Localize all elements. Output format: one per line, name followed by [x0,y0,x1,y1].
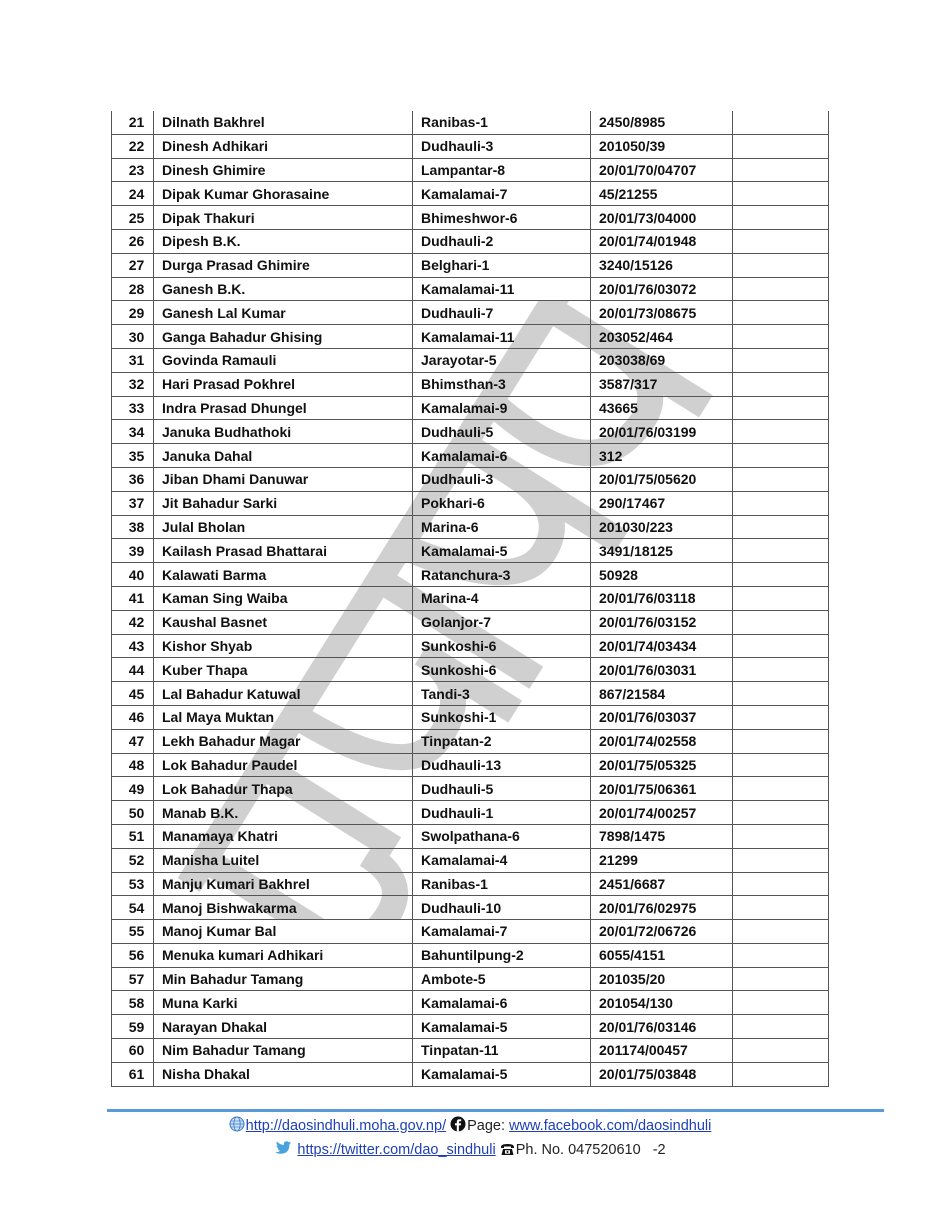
serial-number-cell: 55 [112,920,154,944]
id-number-cell: 20/01/72/06726 [591,920,733,944]
remarks-cell [733,586,829,610]
table-row [112,682,829,706]
name-cell: Manoj Bishwakarma [154,896,413,920]
serial-number-cell: 39 [112,539,154,563]
id-number-cell: 20/01/76/03037 [591,705,733,729]
address-cell: Kamalamai-11 [413,277,591,301]
id-number-cell: 20/01/75/05620 [591,467,733,491]
address-cell: Sunkoshi-6 [413,658,591,682]
address-cell: Ambote-5 [413,967,591,991]
remarks-cell [733,824,829,848]
remarks-cell [733,610,829,634]
address-cell: Kamalamai-4 [413,848,591,872]
table-row [112,467,829,491]
name-cell: Julal Bholan [154,515,413,539]
id-number-cell: 20/01/74/01948 [591,229,733,253]
address-cell: Dudhauli-10 [413,896,591,920]
name-cell: Kishor Shyab [154,634,413,658]
id-number-cell: 201030/223 [591,515,733,539]
id-number-cell: 7898/1475 [591,824,733,848]
remarks-cell [733,253,829,277]
table-row [112,396,829,420]
remarks-cell [733,301,829,325]
address-cell: Swolpathana-6 [413,824,591,848]
table-row [112,563,829,587]
table-row [112,515,829,539]
table-row [112,801,829,825]
serial-number-cell: 36 [112,467,154,491]
remarks-cell [733,1039,829,1063]
id-number-cell: 2451/6687 [591,872,733,896]
name-cell: Muna Karki [154,991,413,1015]
table-row [112,586,829,610]
serial-number-cell: 22 [112,134,154,158]
serial-number-cell: 50 [112,801,154,825]
id-number-cell: 6055/4151 [591,943,733,967]
remarks-cell [733,563,829,587]
serial-number-cell: 33 [112,396,154,420]
remarks-cell [733,158,829,182]
address-cell: Jarayotar-5 [413,348,591,372]
remarks-cell [733,134,829,158]
name-cell: Dinesh Ghimire [154,158,413,182]
id-number-cell: 2450/8985 [591,111,733,134]
address-cell: Dudhauli-2 [413,229,591,253]
serial-number-cell: 27 [112,253,154,277]
name-cell: Menuka kumari Adhikari [154,943,413,967]
id-number-cell: 312 [591,444,733,468]
table-row [112,253,829,277]
remarks-cell [733,467,829,491]
address-cell: Tinpatan-11 [413,1039,591,1063]
name-cell: Nim Bahadur Tamang [154,1039,413,1063]
table-row [112,277,829,301]
address-cell: Dudhauli-5 [413,420,591,444]
address-cell: Kamalamai-11 [413,325,591,349]
address-cell: Tandi-3 [413,682,591,706]
remarks-cell [733,729,829,753]
address-cell: Kamalamai-9 [413,396,591,420]
name-list-table [111,111,829,1087]
id-number-cell: 20/01/76/03152 [591,610,733,634]
remarks-cell [733,705,829,729]
remarks-cell [733,777,829,801]
table-row [112,325,829,349]
table-row [112,824,829,848]
name-cell: Dipak Kumar Ghorasaine [154,182,413,206]
name-cell: Kaushal Basnet [154,610,413,634]
name-cell: Lal Bahadur Katuwal [154,682,413,706]
table-row [112,658,829,682]
serial-number-cell: 56 [112,943,154,967]
serial-number-cell: 25 [112,206,154,230]
name-cell: Kalawati Barma [154,563,413,587]
address-cell: Kamalamai-7 [413,920,591,944]
remarks-cell [733,515,829,539]
table-row [112,182,829,206]
remarks-cell [733,325,829,349]
name-cell: Januka Budhathoki [154,420,413,444]
name-cell: Lal Maya Muktan [154,705,413,729]
serial-number-cell: 21 [112,111,154,134]
website-link[interactable]: http://daosindhuli.moha.gov.np/ [245,1118,447,1134]
serial-number-cell: 23 [112,158,154,182]
serial-number-cell: 34 [112,420,154,444]
telephone-icon [500,1143,515,1160]
serial-number-cell: 48 [112,753,154,777]
id-number-cell: 20/01/76/03146 [591,1015,733,1039]
twitter-link[interactable]: https://twitter.com/dao_sindhuli [297,1142,496,1158]
id-number-cell: 20/01/76/03118 [591,586,733,610]
id-number-cell: 3491/18125 [591,539,733,563]
table-row [112,991,829,1015]
table-row [112,777,829,801]
name-cell: Manamaya Khatri [154,824,413,848]
name-cell: Dilnath Bakhrel [154,111,413,134]
table-row [112,111,829,134]
serial-number-cell: 53 [112,872,154,896]
serial-number-cell: 46 [112,705,154,729]
footer-rule [107,1109,884,1112]
id-number-cell: 50928 [591,563,733,587]
remarks-cell [733,920,829,944]
serial-number-cell: 26 [112,229,154,253]
serial-number-cell: 30 [112,325,154,349]
table-row [112,301,829,325]
table-row [112,348,829,372]
serial-number-cell: 29 [112,301,154,325]
remarks-cell [733,1062,829,1086]
address-cell: Kamalamai-6 [413,991,591,1015]
table-row [112,420,829,444]
address-cell: Kamalamai-5 [413,539,591,563]
address-cell: Dudhauli-5 [413,777,591,801]
id-number-cell: 20/01/73/04000 [591,206,733,230]
id-number-cell: 20/01/76/03031 [591,658,733,682]
footer-line-2 [0,1141,940,1160]
id-number-cell: 43665 [591,396,733,420]
remarks-cell [733,753,829,777]
name-cell: Indra Prasad Dhungel [154,396,413,420]
address-cell: Marina-4 [413,586,591,610]
address-cell: Kamalamai-7 [413,182,591,206]
name-cell: Ganesh Lal Kumar [154,301,413,325]
name-cell: Dinesh Adhikari [154,134,413,158]
table-row [112,729,829,753]
remarks-cell [733,348,829,372]
address-cell: Sunkoshi-6 [413,634,591,658]
name-cell: Durga Prasad Ghimire [154,253,413,277]
id-number-cell: 20/01/73/08675 [591,301,733,325]
address-cell: Dudhauli-3 [413,134,591,158]
serial-number-cell: 41 [112,586,154,610]
remarks-cell [733,682,829,706]
serial-number-cell: 58 [112,991,154,1015]
remarks-cell [733,444,829,468]
table-row [112,372,829,396]
id-number-cell: 3240/15126 [591,253,733,277]
table-row [112,1062,829,1086]
id-number-cell: 203038/69 [591,348,733,372]
remarks-cell [733,967,829,991]
facebook-prefix: Page: [467,1118,510,1134]
remarks-cell [733,1015,829,1039]
serial-number-cell: 32 [112,372,154,396]
remarks-cell [733,634,829,658]
remarks-cell [733,872,829,896]
address-cell: Sunkoshi-1 [413,705,591,729]
twitter-icon [274,1141,292,1160]
name-cell: Ganesh B.K. [154,277,413,301]
address-cell: Tinpatan-2 [413,729,591,753]
table-row [112,943,829,967]
table-row [112,134,829,158]
remarks-cell [733,372,829,396]
name-cell: Ganga Bahadur Ghising [154,325,413,349]
remarks-cell [733,848,829,872]
name-cell: Govinda Ramauli [154,348,413,372]
address-cell: Dudhauli-3 [413,467,591,491]
address-cell: Kamalamai-5 [413,1062,591,1086]
id-number-cell: 20/01/76/03199 [591,420,733,444]
remarks-cell [733,229,829,253]
serial-number-cell: 42 [112,610,154,634]
table-row [112,610,829,634]
table-row [112,705,829,729]
name-cell: Manisha Luitel [154,848,413,872]
serial-number-cell: 60 [112,1039,154,1063]
address-cell: Kamalamai-6 [413,444,591,468]
remarks-cell [733,182,829,206]
remarks-cell [733,111,829,134]
address-cell: Bhimeshwor-6 [413,206,591,230]
name-cell: Narayan Dhakal [154,1015,413,1039]
address-cell: Pokhari-6 [413,491,591,515]
serial-number-cell: 43 [112,634,154,658]
globe-icon [229,1116,245,1136]
table-row [112,967,829,991]
serial-number-cell: 44 [112,658,154,682]
id-number-cell: 20/01/76/03072 [591,277,733,301]
serial-number-cell: 28 [112,277,154,301]
serial-number-cell: 51 [112,824,154,848]
address-cell: Dudhauli-1 [413,801,591,825]
table-row [112,848,829,872]
id-number-cell: 867/21584 [591,682,733,706]
remarks-cell [733,206,829,230]
footer-line-1 [0,1116,940,1136]
id-number-cell: 20/01/74/02558 [591,729,733,753]
table-row [112,1015,829,1039]
serial-number-cell: 31 [112,348,154,372]
table-row [112,444,829,468]
serial-number-cell: 49 [112,777,154,801]
address-cell: Bahuntilpung-2 [413,943,591,967]
id-number-cell: 290/17467 [591,491,733,515]
table-row [112,491,829,515]
name-cell: Manju Kumari Bakhrel [154,872,413,896]
id-number-cell: 201174/00457 [591,1039,733,1063]
name-cell: Lekh Bahadur Magar [154,729,413,753]
address-cell: Ranibas-1 [413,111,591,134]
phone-text: Ph. No. 047520610 [515,1142,641,1158]
remarks-cell [733,658,829,682]
table-row [112,920,829,944]
address-cell: Ranibas-1 [413,872,591,896]
name-cell: Januka Dahal [154,444,413,468]
remarks-cell [733,801,829,825]
name-cell: Kailash Prasad Bhattarai [154,539,413,563]
address-cell: Belghari-1 [413,253,591,277]
id-number-cell: 201035/20 [591,967,733,991]
serial-number-cell: 54 [112,896,154,920]
address-cell: Golanjor-7 [413,610,591,634]
id-number-cell: 201050/39 [591,134,733,158]
id-number-cell: 20/01/74/03434 [591,634,733,658]
address-cell: Dudhauli-13 [413,753,591,777]
name-cell: Kuber Thapa [154,658,413,682]
serial-number-cell: 45 [112,682,154,706]
id-number-cell: 20/01/75/03848 [591,1062,733,1086]
name-cell: Hari Prasad Pokhrel [154,372,413,396]
address-cell: Marina-6 [413,515,591,539]
name-cell: Lok Bahadur Thapa [154,777,413,801]
name-cell: Dipak Thakuri [154,206,413,230]
id-number-cell: 45/21255 [591,182,733,206]
id-number-cell: 21299 [591,848,733,872]
table-row [112,872,829,896]
id-number-cell: 20/01/70/04707 [591,158,733,182]
remarks-cell [733,991,829,1015]
id-number-cell: 3587/317 [591,372,733,396]
table-row [112,206,829,230]
serial-number-cell: 24 [112,182,154,206]
id-number-cell: 201054/130 [591,991,733,1015]
remarks-cell [733,396,829,420]
remarks-cell [733,943,829,967]
table-row [112,229,829,253]
address-cell: Dudhauli-7 [413,301,591,325]
address-cell: Bhimsthan-3 [413,372,591,396]
table-row [112,539,829,563]
name-cell: Lok Bahadur Paudel [154,753,413,777]
table-row [112,896,829,920]
remarks-cell [733,539,829,563]
serial-number-cell: 59 [112,1015,154,1039]
name-cell: Min Bahadur Tamang [154,967,413,991]
id-number-cell: 203052/464 [591,325,733,349]
table-row [112,753,829,777]
id-number-cell: 20/01/76/02975 [591,896,733,920]
name-cell: Kaman Sing Waiba [154,586,413,610]
remarks-cell [733,277,829,301]
table-row [112,1039,829,1063]
facebook-icon [450,1116,466,1136]
name-cell: Manab B.K. [154,801,413,825]
serial-number-cell: 35 [112,444,154,468]
remarks-cell [733,420,829,444]
table-row [112,158,829,182]
name-cell: Manoj Kumar Bal [154,920,413,944]
serial-number-cell: 38 [112,515,154,539]
serial-number-cell: 61 [112,1062,154,1086]
name-cell: Dipesh B.K. [154,229,413,253]
serial-number-cell: 37 [112,491,154,515]
address-cell: Kamalamai-5 [413,1015,591,1039]
table-body [112,111,829,1086]
serial-number-cell: 52 [112,848,154,872]
name-cell: Jit Bahadur Sarki [154,491,413,515]
remarks-cell [733,491,829,515]
serial-number-cell: 47 [112,729,154,753]
page-number: -2 [652,1142,666,1158]
address-cell: Ratanchura-3 [413,563,591,587]
remarks-cell [733,896,829,920]
id-number-cell: 20/01/75/05325 [591,753,733,777]
table-row [112,634,829,658]
name-cell: Nisha Dhakal [154,1062,413,1086]
id-number-cell: 20/01/75/06361 [591,777,733,801]
serial-number-cell: 40 [112,563,154,587]
name-cell: Jiban Dhami Danuwar [154,467,413,491]
serial-number-cell: 57 [112,967,154,991]
address-cell: Lampantar-8 [413,158,591,182]
facebook-link[interactable]: www.facebook.com/daosindhuli [509,1118,712,1134]
id-number-cell: 20/01/74/00257 [591,801,733,825]
